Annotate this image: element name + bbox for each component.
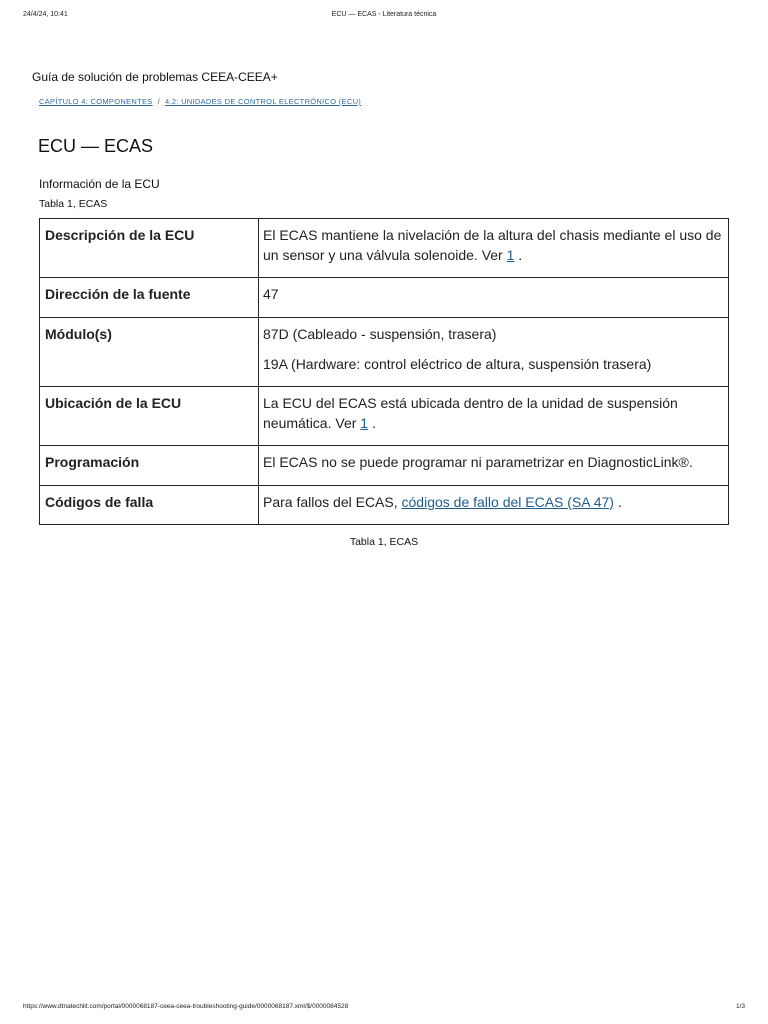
row-value — [259, 387, 729, 446]
figure-link[interactable]: 1 — [360, 415, 369, 431]
value-text: El ECAS mantiene la nivelación de la altura del chasis mediante el uso de un sensor y una válvula solenoide. Ver — [263, 227, 722, 263]
print-page-title: ECU — ECAS - Literatura técnica — [331, 11, 437, 18]
table-row — [40, 318, 729, 387]
table-caption: Tabla 1, ECAS — [39, 198, 108, 210]
breadcrumb — [39, 97, 361, 106]
row-label: Ubicación de la ECU — [40, 387, 259, 446]
table-row — [40, 486, 729, 525]
page-title: ECU — ECAS — [38, 136, 154, 156]
print-footer — [23, 1003, 745, 1013]
row-label: Programación — [40, 446, 259, 486]
fault-codes-link[interactable]: códigos de fallo del ECAS (SA 47) — [401, 494, 614, 510]
figure-link[interactable]: 1 — [506, 247, 515, 263]
module-line: 19A (Hardware: control eléctrico de altura, suspensión trasera) — [263, 356, 652, 372]
print-url: https://www.dtnatechlit.com/portal/0000068187-ceea-ceea-troubleshooting-guide/0000068187.xml/$/0000084528 — [23, 1003, 349, 1010]
row-value: El ECAS no se puede programar ni parametrizar en DiagnosticLink®. — [259, 446, 729, 486]
value-text: Para fallos del ECAS, — [263, 494, 402, 510]
row-label: Descripción de la ECU — [40, 219, 259, 278]
row-label: Módulo(s) — [40, 318, 259, 387]
breadcrumb-section-link[interactable]: 4.2: UNIDADES DE CONTROL ELECTRÓNICO (ECU) — [164, 97, 362, 106]
breadcrumb-separator: / — [157, 97, 160, 106]
page-number: 1/3 — [735, 1003, 745, 1010]
row-value — [259, 486, 729, 525]
value-suffix: . — [613, 494, 622, 510]
table-row — [40, 278, 729, 318]
table-row — [40, 446, 729, 486]
row-label: Dirección de la fuente — [40, 278, 259, 318]
value-suffix: . — [368, 415, 376, 431]
print-header — [23, 11, 745, 21]
table-caption-bottom: Tabla 1, ECAS — [349, 536, 419, 548]
row-value — [259, 318, 729, 387]
section-title: Información de la ECU — [39, 177, 160, 191]
module-line: 87D (Cableado - suspensión, trasera) — [263, 326, 497, 342]
document-title: Guía de solución de problemas CEEA-CEEA+ — [32, 70, 278, 84]
table-row — [40, 387, 729, 446]
value-suffix: . — [514, 247, 523, 263]
row-label: Códigos de falla — [40, 486, 259, 525]
ecu-info-table — [39, 218, 729, 525]
print-date: 24/4/24, 10:41 — [23, 11, 68, 18]
row-value — [259, 219, 729, 278]
breadcrumb-chapter-link[interactable]: CAPÍTULO 4: COMPONENTES — [39, 97, 153, 106]
table-row — [40, 219, 729, 278]
row-value: 47 — [259, 278, 729, 318]
value-text: La ECU del ECAS está ubicada dentro de la unidad de suspensión neumática. Ver — [263, 395, 678, 431]
